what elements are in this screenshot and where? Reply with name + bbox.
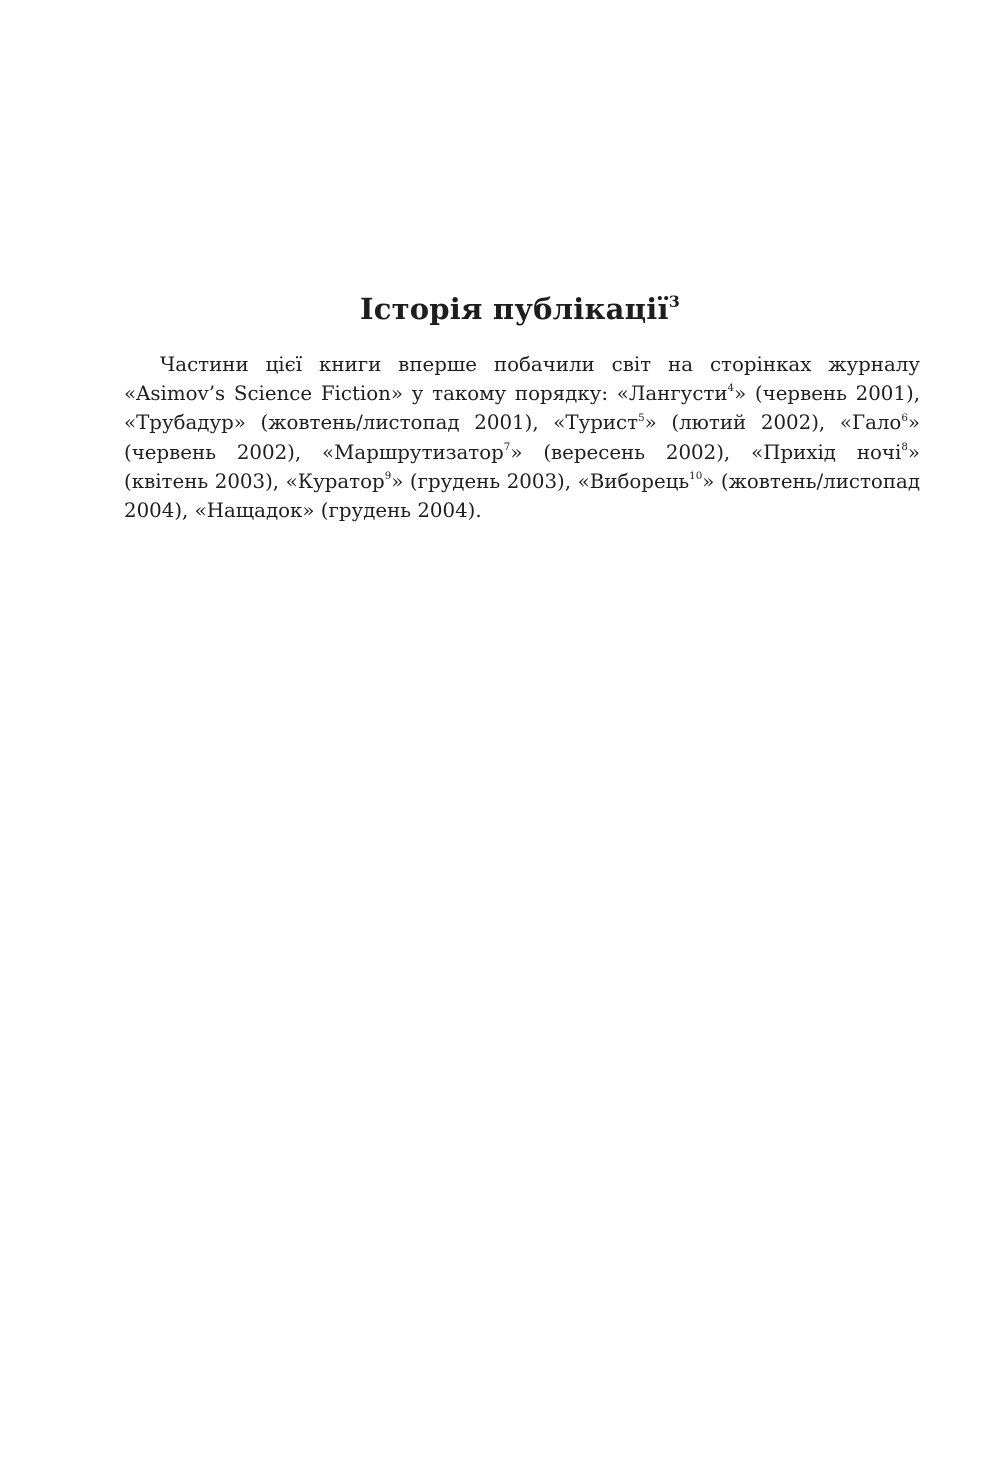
page-title: [120, 289, 920, 329]
footnote-mark: 10: [689, 470, 703, 483]
body-paragraph: [124, 350, 920, 525]
paragraph-text: » (червень 2002), «Маршрутизатор: [124, 411, 920, 464]
footnote-mark: 6: [901, 411, 908, 424]
paragraph-text: » (червень 2001), «Трубадур» (жовтень/листопад 2001), «Турист: [124, 382, 920, 435]
footnote-mark: 8: [901, 440, 908, 453]
page-title-text: Історія публікації: [359, 292, 669, 326]
paragraph-text: » (лютий 2002), «Гало: [644, 411, 902, 435]
footnote-mark: 9: [384, 470, 392, 483]
footnote-mark: 3: [668, 292, 681, 312]
paragraph-text: » (жовтень/листопад 2004), «Нащадок» (грудень 2004).: [124, 469, 921, 523]
footnote-mark: 5: [638, 411, 645, 424]
paragraph-text: » (вересень 2002), «Прихід ночі: [510, 440, 902, 464]
paragraph-text: » (грудень 2003), «Виборець: [391, 469, 690, 493]
footnote-mark: 4: [727, 382, 735, 395]
footnote-mark: 7: [503, 440, 511, 453]
paragraph-text: Частини цієї книги вперше побачили світ на сторінках журналу «Asimov’s Science Fiction» у такому порядку: «Лангусти: [124, 353, 920, 406]
paragraph-text: » (квітень 2003), «Куратор: [124, 440, 920, 493]
